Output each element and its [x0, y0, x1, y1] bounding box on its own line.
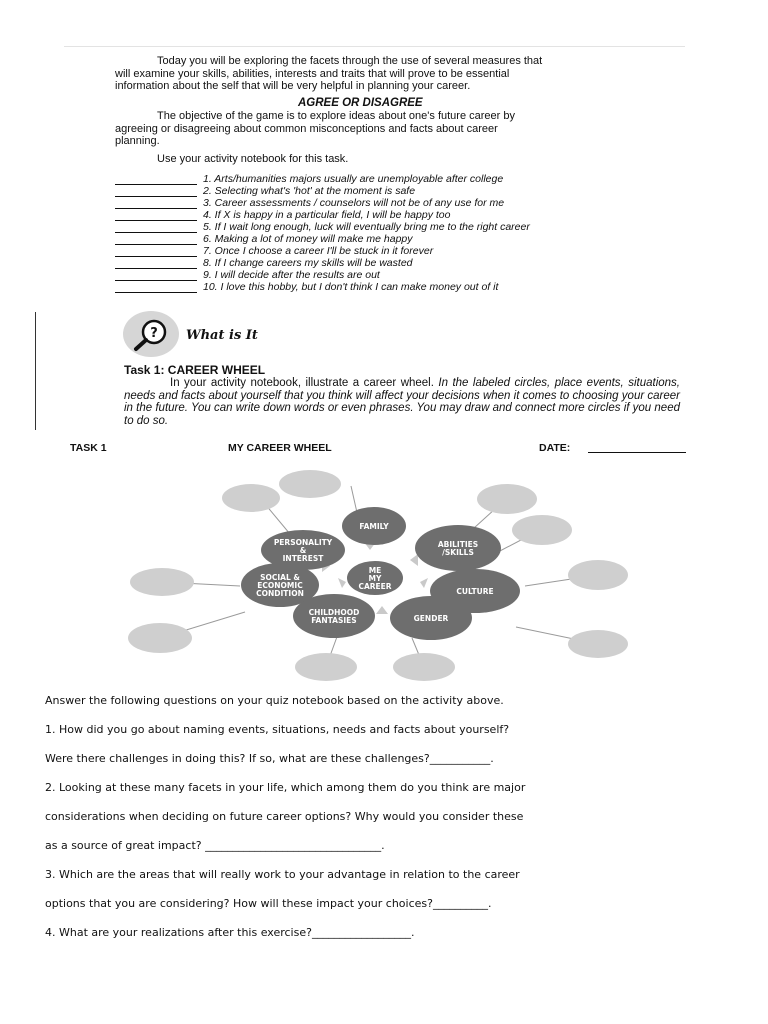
empty-circle: [295, 653, 357, 681]
statement-text: 8. If I change careers my skills will be wasted: [203, 257, 413, 269]
question-3b: options that you are considering? How will these impact your choices?__________.: [45, 897, 492, 910]
empty-circle: [477, 484, 537, 514]
statement-text: 3. Career assessments / counselors will not be of any use for me: [203, 197, 505, 209]
question-2c: as a source of great impact? ________________________________.: [45, 839, 385, 852]
wheel-node-label-personality: &: [299, 546, 307, 555]
wheel-node-label-center: ME: [368, 566, 382, 575]
svg-text:?: ?: [150, 326, 158, 341]
statement-text: 6. Making a lot of money will make me happy: [203, 233, 413, 245]
question-1b: Were there challenges in doing this? If so, what are these challenges?___________.: [45, 752, 494, 765]
career-wheel-diagram: [120, 462, 640, 688]
wheel-node-label-personality: PERSONALITY: [273, 538, 333, 547]
wheel-node-label-abilities: /SKILLS: [442, 548, 474, 557]
question-4: 4. What are your realizations after this exercise?__________________.: [45, 926, 415, 939]
statement-text: 4. If X is happy in a particular field, I will be happy too: [203, 209, 451, 221]
empty-circle: [568, 560, 628, 590]
statement-text: 10. I love this hobby, but I don't think I can make money out of it: [203, 281, 499, 293]
empty-circle: [393, 653, 455, 681]
task-title: Task 1: CAREER WHEEL: [124, 363, 266, 377]
answer-blank[interactable]: [115, 199, 197, 209]
answer-blank[interactable]: [115, 271, 197, 281]
statement-row: [115, 257, 413, 269]
statement-text: 5. If I wait long enough, luck will eventually bring me to the right career: [203, 221, 530, 233]
empty-circle: [128, 623, 192, 653]
questions-intro: Answer the following questions on your quiz notebook based on the activity above.: [45, 694, 504, 707]
empty-circle: [130, 568, 194, 596]
wheel-node-label-social: CONDITION: [256, 589, 304, 598]
question-2b: considerations when deciding on future career options? Why would you consider these: [45, 810, 524, 823]
intro-line-2: will examine your skills, abilities, interests and traits that will prove to be essential: [115, 67, 510, 80]
magnifying-glass-question-icon: [132, 318, 172, 352]
objective-line-2: agreeing or disagreeing about common misconceptions and facts about career: [115, 122, 498, 135]
wheel-node-label-gender: GENDER: [413, 614, 449, 623]
left-margin-bar: [35, 312, 36, 430]
statement-row: [115, 233, 413, 245]
answer-blank[interactable]: [115, 283, 197, 293]
empty-circle: [568, 630, 628, 658]
empty-circle: [279, 470, 341, 498]
objective-line-1: The objective of the game is to explore ideas about one's future career by: [157, 110, 515, 122]
wheel-node-label-center: MY: [368, 574, 382, 583]
wheel-node-label-family: FAMILY: [359, 522, 389, 531]
notebook-instruction: Use your activity notebook for this task.: [157, 153, 349, 165]
answer-blank[interactable]: [115, 175, 197, 185]
intro-line-1: Today you will be exploring the facets through the use of several measures that: [157, 55, 543, 67]
statement-text: 2. Selecting what's 'hot' at the moment is safe: [203, 185, 416, 197]
question-2a: 2. Looking at these many facets in your life, which among them do you think are major: [45, 781, 526, 794]
empty-circle: [222, 484, 280, 512]
intro-line-3: information about the self that will be very helpful in planning your career.: [115, 80, 471, 92]
statement-text: 7. Once I choose a career I'll be stuck in it forever: [203, 245, 434, 257]
statement-row: [115, 173, 503, 185]
objective-line-3: planning.: [115, 135, 160, 147]
wheel-header-date: DATE:: [539, 442, 571, 454]
wheel-node-label-childhood: CHILDHOOD: [308, 608, 360, 617]
wheel-node-label-social: ECONOMIC: [257, 581, 303, 590]
task-instruction-plain: In your activity notebook, illustrate a career wheel.: [170, 377, 434, 389]
wheel-node-label-culture: CULTURE: [456, 587, 494, 596]
answer-blank[interactable]: [115, 235, 197, 245]
answer-blank[interactable]: [115, 223, 197, 233]
statement-row: [115, 209, 450, 221]
agree-disagree-title: AGREE OR DISAGREE: [298, 97, 423, 109]
answer-blank[interactable]: [115, 259, 197, 269]
statement-text: 9. I will decide after the results are out: [203, 269, 380, 281]
statement-text: 1. Arts/humanities majors usually are unemployable after college: [203, 173, 504, 185]
wheel-node-label-personality: INTEREST: [282, 554, 324, 563]
wheel-node-label-center: CAREER: [358, 582, 392, 591]
answer-blank[interactable]: [115, 211, 197, 221]
empty-circle: [512, 515, 572, 545]
wheel-node-label-childhood: FANTASIES: [311, 616, 357, 625]
task-instruction-italic: In the labeled circles, place events, situations, needs and facts about yourself that you think will affect your decisions when it comes to choosing your career in the future. You can write down words or even phrases. You may draw and connect more circles if you need to do so.: [124, 377, 680, 427]
statement-row: [115, 221, 530, 233]
wheel-header-title: MY CAREER WHEEL: [228, 442, 332, 454]
task-instructions: [124, 377, 680, 427]
answer-blank[interactable]: [115, 187, 197, 197]
wheel-node-label-social: SOCIAL &: [260, 573, 300, 582]
question-1a: 1. How did you go about naming events, situations, needs and facts about yourself?: [45, 723, 510, 736]
wheel-node-label-abilities: ABILITIES: [437, 540, 479, 549]
top-rule: [64, 46, 685, 47]
what-is-it-title: What is It: [186, 328, 258, 343]
statement-row: [115, 185, 415, 197]
question-3a: 3. Which are the areas that will really work to your advantage in relation to the career: [45, 868, 520, 881]
intro-paragraph: [115, 55, 630, 93]
wheel-header-task: TASK 1: [70, 442, 107, 454]
statement-row: [115, 197, 504, 209]
objective-paragraph: [115, 110, 630, 148]
date-blank[interactable]: [588, 452, 686, 453]
statement-row: [115, 281, 498, 293]
statement-row: [115, 269, 380, 281]
statement-row: [115, 245, 433, 257]
answer-blank[interactable]: [115, 247, 197, 257]
